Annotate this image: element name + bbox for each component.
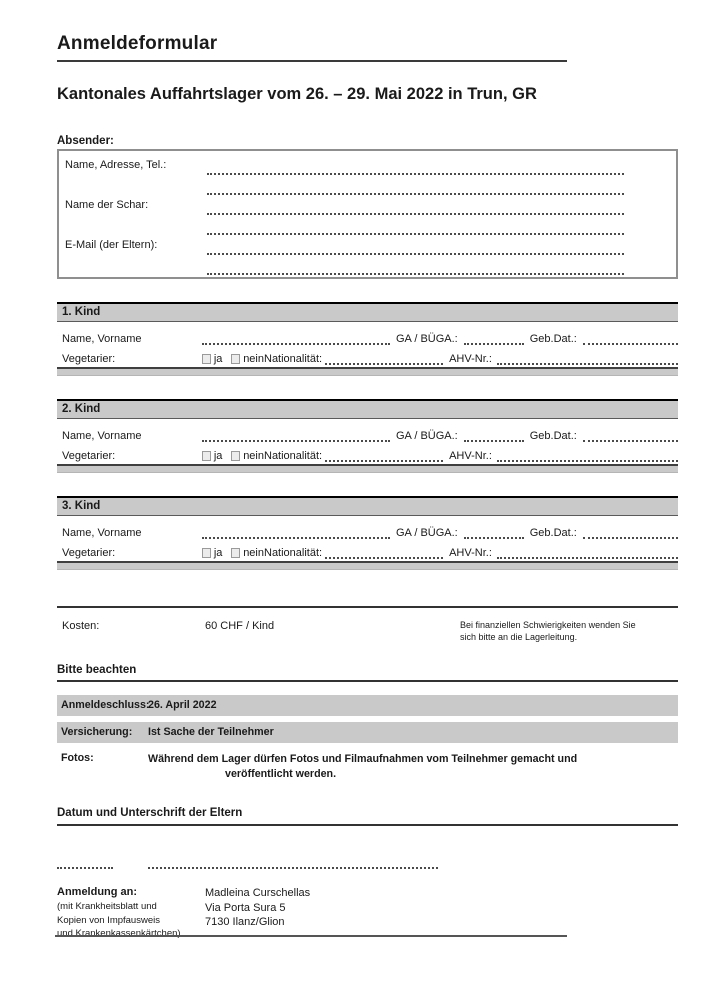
ga-buega-label: GA / BÜGA.: xyxy=(396,527,458,539)
nein-label: nein xyxy=(243,353,264,365)
geb-dat-field[interactable] xyxy=(583,525,678,539)
bottom-rule-line xyxy=(55,935,567,937)
email-eltern-field-2[interactable] xyxy=(207,257,624,275)
field-label xyxy=(65,217,207,237)
fotos-text xyxy=(148,752,648,782)
page-subtitle: Kantonales Auffahrtslager vom 26. – 29. Mai 2022 in Trun, GR xyxy=(57,85,537,103)
ahv-nr-label: AHV-Nr.: xyxy=(449,353,492,365)
ja-checkbox[interactable] xyxy=(202,354,211,364)
field-label: Name, Adresse, Tel.: xyxy=(65,159,167,171)
ga-buega-label: GA / BÜGA.: xyxy=(396,333,458,345)
anmeldung-address xyxy=(205,886,310,941)
kosten-value: 60 CHF / Kind xyxy=(205,620,275,632)
kind-section-3 xyxy=(57,496,678,570)
geb-dat-field[interactable] xyxy=(583,331,678,345)
anmeldung-left-column xyxy=(57,886,205,941)
ja-label: ja xyxy=(213,353,223,365)
address-street: Via Porta Sura 5 xyxy=(205,901,286,914)
vegetarier-label: Vegetarier: xyxy=(62,353,116,365)
anmeldung-note-line3: und Krankenkassenkärtchen) xyxy=(57,928,181,939)
unterschrift-field[interactable] xyxy=(148,855,438,869)
kosten-note xyxy=(460,620,678,643)
datum-unterschrift-heading: Datum und Unterschrift der Eltern xyxy=(57,807,678,826)
absender-heading: Absender: xyxy=(57,135,114,147)
datum-field[interactable] xyxy=(57,855,113,869)
kind-2-header: 2. Kind xyxy=(57,399,678,419)
ga-buega-field[interactable] xyxy=(464,428,524,442)
anmeldung-block xyxy=(57,886,678,941)
kind-1-header: 1. Kind xyxy=(57,302,678,322)
ahv-nr-field[interactable] xyxy=(497,448,678,462)
kosten-note-line2: sich bitte an die Lagerleitung. xyxy=(460,631,578,642)
kind-2-vegetarier-row xyxy=(57,446,678,466)
kind-3-name-row xyxy=(57,516,678,543)
ja-checkbox[interactable] xyxy=(202,451,211,461)
signature-row xyxy=(57,855,678,869)
versicherung-bar xyxy=(57,722,678,743)
nein-label: nein xyxy=(243,547,264,559)
ja-label: ja xyxy=(213,450,223,462)
ja-label: ja xyxy=(213,547,223,559)
nationalitaet-field[interactable] xyxy=(325,448,443,462)
kosten-note-line1: Bei finanziellen Schwierigkeiten wenden Sie xyxy=(460,620,636,630)
page-title: Anmeldeformular xyxy=(57,33,567,62)
ga-buega-field[interactable] xyxy=(464,525,524,539)
geb-dat-label: Geb.Dat.: xyxy=(529,527,577,539)
field-label xyxy=(65,257,207,277)
nein-checkbox[interactable] xyxy=(231,548,240,558)
name-adresse-tel-field[interactable] xyxy=(207,157,624,175)
ga-buega-label: GA / BÜGA.: xyxy=(396,430,458,442)
fotos-label: Fotos: xyxy=(61,752,94,764)
nationalitaet-label: Nationalität: xyxy=(264,547,323,559)
vegetarier-options xyxy=(202,450,264,462)
anmeldung-an-heading: Anmeldung an: xyxy=(57,886,138,898)
nein-label: nein xyxy=(243,450,264,462)
ahv-nr-field[interactable] xyxy=(497,351,678,365)
kind-3-vegetarier-row xyxy=(57,543,678,563)
nationalitaet-field[interactable] xyxy=(325,545,443,559)
name-der-schar-field[interactable] xyxy=(207,197,624,215)
anmeldung-note-line1: (mit Krankheitsblatt und xyxy=(57,901,157,912)
name-vorname-field[interactable] xyxy=(202,331,390,345)
absender-box xyxy=(57,149,678,279)
ahv-nr-field[interactable] xyxy=(497,545,678,559)
ahv-nr-label: AHV-Nr.: xyxy=(449,547,492,559)
absender-row xyxy=(65,177,676,197)
name-vorname-label: Name, Vorname xyxy=(62,527,142,539)
nationalitaet-label: Nationalität: xyxy=(264,353,323,365)
bitte-beachten-heading: Bitte beachten xyxy=(57,664,678,682)
kind-section-1 xyxy=(57,302,678,376)
absender-row xyxy=(65,217,676,237)
kind-3-header: 3. Kind xyxy=(57,496,678,516)
ja-checkbox[interactable] xyxy=(202,548,211,558)
nationalitaet-label: Nationalität: xyxy=(264,450,323,462)
ahv-nr-label: AHV-Nr.: xyxy=(449,450,492,462)
field-label xyxy=(65,177,207,197)
vegetarier-label: Vegetarier: xyxy=(62,547,116,559)
nein-checkbox[interactable] xyxy=(231,354,240,364)
section-divider-bar xyxy=(57,563,678,570)
name-vorname-label: Name, Vorname xyxy=(62,430,142,442)
fotos-row xyxy=(57,752,678,782)
anmeldeschluss-bar xyxy=(57,695,678,716)
versicherung-value: Ist Sache der Teilnehmer xyxy=(148,726,274,738)
geb-dat-field[interactable] xyxy=(583,428,678,442)
email-eltern-field[interactable] xyxy=(207,237,624,255)
fotos-line2: veröffentlicht werden. xyxy=(225,768,337,780)
section-divider-bar xyxy=(57,466,678,473)
anmeldeschluss-label: Anmeldeschluss: xyxy=(61,699,150,711)
absender-row xyxy=(65,257,676,277)
kosten-label: Kosten: xyxy=(62,620,100,632)
kind-section-2 xyxy=(57,399,678,473)
ga-buega-field[interactable] xyxy=(464,331,524,345)
versicherung-label: Versicherung: xyxy=(61,726,133,738)
absender-row xyxy=(65,197,676,217)
kind-1-name-row xyxy=(57,322,678,349)
vegetarier-options xyxy=(202,547,264,559)
geb-dat-label: Geb.Dat.: xyxy=(529,333,577,345)
nationalitaet-field[interactable] xyxy=(325,351,443,365)
name-vorname-field[interactable] xyxy=(202,525,390,539)
address-city: 7130 Ilanz/Glion xyxy=(205,916,285,928)
anmeldeschluss-value: 26. April 2022 xyxy=(148,699,217,711)
kind-2-name-row xyxy=(57,419,678,446)
name-vorname-field[interactable] xyxy=(202,428,390,442)
anmeldung-note-line2: Kopien von Impfausweis xyxy=(57,914,160,926)
geb-dat-label: Geb.Dat.: xyxy=(529,430,577,442)
name-der-schar-field-2[interactable] xyxy=(207,217,624,235)
kind-1-vegetarier-row xyxy=(57,349,678,369)
vegetarier-options xyxy=(202,353,264,365)
vegetarier-label: Vegetarier: xyxy=(62,450,116,462)
field-label: Name der Schar: xyxy=(65,199,149,211)
absender-row xyxy=(65,157,676,177)
address-name: Madleina Curschellas xyxy=(205,887,311,899)
kosten-row xyxy=(57,608,678,643)
nein-checkbox[interactable] xyxy=(231,451,240,461)
section-divider-bar xyxy=(57,369,678,376)
fotos-line1: Während dem Lager dürfen Fotos und Filmaufnahmen vom Teilnehmer gemacht und xyxy=(148,753,578,765)
field-label: E-Mail (der Eltern): xyxy=(65,239,158,251)
name-adresse-tel-field-2[interactable] xyxy=(207,177,624,195)
name-vorname-label: Name, Vorname xyxy=(62,333,142,345)
absender-row xyxy=(65,237,676,257)
